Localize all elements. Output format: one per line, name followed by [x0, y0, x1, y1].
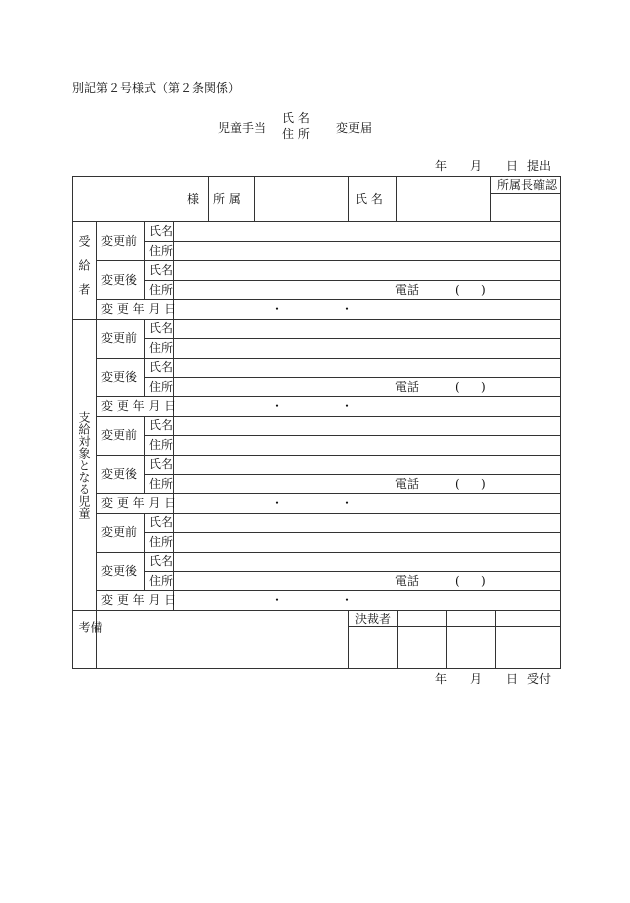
child2-phone-paren-open: (: [455, 477, 460, 491]
child3-change-date-label: 変 更 年 月 日: [101, 593, 177, 607]
child1-after-label: 変更後: [101, 370, 138, 384]
receipt-month: 月: [470, 672, 483, 686]
receipt-label: 受付: [527, 672, 552, 686]
child1-date-dot-2: ・: [341, 399, 354, 413]
sama-label: 様: [187, 192, 200, 206]
submit-day: 日: [506, 159, 519, 173]
child1-date-dot-1: ・: [271, 399, 284, 413]
change-form-table: [72, 176, 561, 669]
child2-date-dot-1: ・: [271, 496, 284, 510]
child1-after-name-label: 氏名: [149, 360, 174, 374]
child3-phone-paren-open: (: [455, 574, 460, 588]
recipient-after-label: 変更後: [101, 273, 138, 287]
child3-date-dot-2: ・: [341, 593, 354, 607]
receipt-day: 日: [506, 672, 519, 686]
child3-before-address-label: 住所: [149, 535, 174, 549]
child3-after-label: 変更後: [101, 564, 138, 578]
submit-year: 年: [435, 159, 448, 173]
recipient-phone-paren-close: ): [481, 283, 486, 297]
title-prefix: 児童手当: [218, 121, 267, 135]
child3-date-dot-1: ・: [271, 593, 284, 607]
children-section-label: 支給対象となる児童: [77, 411, 91, 519]
recipient-phone-label: 電話: [395, 283, 420, 297]
form-number: 別記第２号様式（第２条関係）: [72, 81, 241, 95]
approval-label: 所属長確認: [497, 178, 558, 192]
child2-phone-label: 電話: [395, 477, 420, 491]
child3-before-name-label: 氏名: [149, 515, 174, 529]
submit-label: 提出: [527, 159, 552, 173]
child1-phone-label: 電話: [395, 380, 420, 394]
recipient-after-name-label: 氏名: [149, 263, 174, 277]
title-upper: 氏 名: [282, 111, 310, 125]
recipient-before-label: 変更前: [101, 234, 138, 248]
child1-before-label: 変更前: [101, 331, 138, 345]
submit-month: 月: [470, 159, 483, 173]
child2-phone-paren-close: ): [481, 477, 486, 491]
recipient-before-address-label: 住所: [149, 244, 174, 258]
remarks-section-label: 備考: [77, 621, 103, 645]
recipient-date-dot-1: ・: [271, 302, 284, 316]
affiliation-label: 所 属: [213, 192, 241, 206]
child2-date-dot-2: ・: [341, 496, 354, 510]
title-suffix: 変更届: [336, 121, 373, 135]
recipient-section-label: 受給者: [77, 235, 91, 307]
child2-after-name-label: 氏名: [149, 457, 174, 471]
child2-before-label: 変更前: [101, 428, 138, 442]
recipient-change-date-label: 変 更 年 月 日: [101, 302, 177, 316]
recipient-date-dot-2: ・: [341, 302, 354, 316]
recipient-before-name-label: 氏名: [149, 224, 174, 238]
child3-after-name-label: 氏名: [149, 554, 174, 568]
child3-phone-label: 電話: [395, 574, 420, 588]
child1-after-address-label: 住所: [149, 380, 174, 394]
decision-maker-label: 決裁者: [355, 612, 392, 626]
child2-after-address-label: 住所: [149, 477, 174, 491]
child1-phone-paren-close: ): [481, 380, 486, 394]
receipt-year: 年: [435, 672, 448, 686]
child1-before-name-label: 氏名: [149, 321, 174, 335]
child2-before-address-label: 住所: [149, 438, 174, 452]
child3-phone-paren-close: ): [481, 574, 486, 588]
child3-before-label: 変更前: [101, 525, 138, 539]
recipient-phone-paren-open: (: [455, 283, 460, 297]
child3-after-address-label: 住所: [149, 574, 174, 588]
child1-change-date-label: 変 更 年 月 日: [101, 399, 177, 413]
child2-change-date-label: 変 更 年 月 日: [101, 496, 177, 510]
title-lower: 住 所: [282, 127, 310, 141]
child1-phone-paren-open: (: [455, 380, 460, 394]
child2-after-label: 変更後: [101, 467, 138, 481]
child2-before-name-label: 氏名: [149, 418, 174, 432]
recipient-after-address-label: 住所: [149, 283, 174, 297]
child1-before-address-label: 住所: [149, 341, 174, 355]
name-label: 氏 名: [355, 192, 383, 206]
